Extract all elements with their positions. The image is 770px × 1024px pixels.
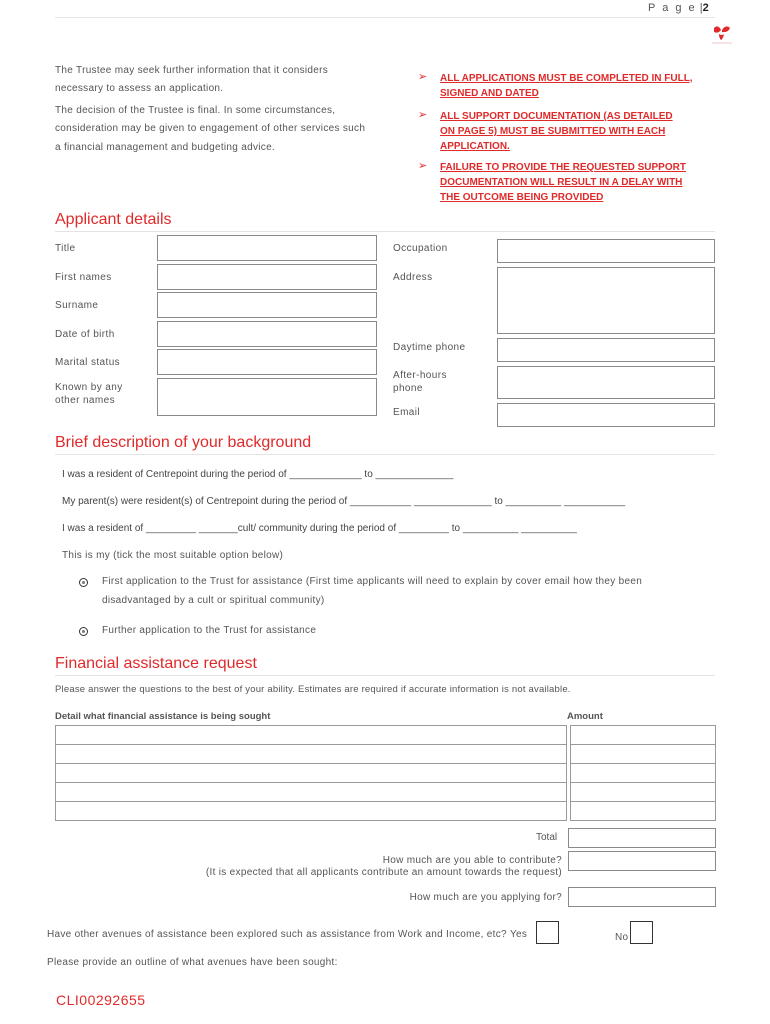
amount-cell[interactable] bbox=[570, 802, 715, 821]
contribute-field[interactable] bbox=[568, 851, 716, 871]
amount-cell[interactable] bbox=[570, 726, 715, 745]
amount-cell[interactable] bbox=[570, 783, 715, 802]
detail-column-header: Detail what financial assistance is being sought bbox=[55, 711, 271, 722]
document-code: CLI00292655 bbox=[56, 992, 146, 1008]
intro-line-2: necessary to assess an application. bbox=[55, 83, 224, 94]
known-by-field[interactable] bbox=[157, 378, 377, 416]
financial-intro: Please answer the questions to the best of your ability. Estimates are required if accurate information is not available. bbox=[55, 684, 571, 695]
known-by-label: Known by any other names bbox=[55, 382, 123, 406]
financial-table bbox=[55, 725, 716, 821]
applying-field[interactable] bbox=[568, 887, 716, 907]
table-row bbox=[56, 726, 716, 745]
address-field[interactable] bbox=[497, 267, 715, 334]
arrow-icon: ➢ bbox=[418, 109, 428, 121]
intro-line-1: The Trustee may seek further information that it considers bbox=[55, 65, 329, 76]
warning-3: FAILURE TO PROVIDE THE REQUESTED SUPPORT DOCUMENTATION WILL RESULT IN A DELAY WITH THE OUTCOME BEING PROVIDED bbox=[440, 162, 686, 203]
yes-label: Yes bbox=[510, 929, 528, 940]
occupation-field[interactable] bbox=[497, 239, 715, 263]
dob-label: Date of birth bbox=[55, 329, 115, 340]
email-label: Email bbox=[393, 407, 421, 418]
email-field[interactable] bbox=[497, 403, 715, 427]
warning-1: ALL APPLICATIONS MUST BE COMPLETED IN FULL, SIGNED AND DATED bbox=[440, 73, 693, 99]
warning-2: ALL SUPPORT DOCUMENTATION (AS DETAILED ON PAGE 5) MUST BE SUBMITTED WITH EACH APPLICATION. bbox=[440, 111, 673, 152]
logo-icon bbox=[708, 22, 736, 51]
marital-label: Marital status bbox=[55, 357, 121, 368]
surname-field[interactable] bbox=[157, 292, 377, 318]
title-field[interactable] bbox=[157, 235, 377, 261]
detail-cell[interactable] bbox=[56, 802, 567, 821]
surname-label: Surname bbox=[55, 300, 99, 311]
address-label: Address bbox=[393, 272, 433, 283]
background-heading: Brief description of your background bbox=[55, 434, 312, 451]
further-application-radio[interactable] bbox=[79, 627, 88, 636]
table-row bbox=[56, 764, 716, 783]
amount-cell[interactable] bbox=[570, 745, 715, 764]
applying-label: How much are you applying for? bbox=[409, 892, 562, 903]
header-rule bbox=[55, 17, 715, 18]
applicant-heading: Applicant details bbox=[55, 211, 172, 228]
option-1-text-a: First application to the Trust for assistance (First time applicants will need to explain by cover email how they been bbox=[102, 576, 643, 587]
first-names-field[interactable] bbox=[157, 264, 377, 290]
daytime-phone-field[interactable] bbox=[497, 338, 715, 362]
intro-line-3: The decision of the Trustee is final. In some circumstances, bbox=[55, 105, 336, 116]
table-row bbox=[56, 802, 716, 821]
table-row bbox=[56, 745, 716, 764]
no-checkbox[interactable] bbox=[630, 921, 653, 944]
detail-cell[interactable] bbox=[56, 764, 567, 783]
financial-heading: Financial assistance request bbox=[55, 655, 257, 672]
background-line-1[interactable]: I was a resident of Centrepoint during the period of _____________ to ______________ bbox=[62, 469, 454, 480]
first-names-label: First names bbox=[55, 272, 112, 283]
title-label: Title bbox=[55, 243, 76, 254]
page-number: 2 bbox=[702, 2, 709, 14]
total-label: Total bbox=[536, 832, 558, 843]
option-1-text-b: disadvantaged by a cult or spiritual community) bbox=[102, 595, 325, 606]
yes-checkbox[interactable] bbox=[536, 921, 559, 944]
first-application-radio[interactable] bbox=[79, 578, 88, 587]
occupation-label: Occupation bbox=[393, 243, 448, 254]
background-rule bbox=[55, 454, 715, 455]
page-number-area: P a g e |2 bbox=[648, 2, 709, 14]
financial-rule bbox=[55, 675, 715, 676]
intro-line-5: a financial management and budgeting advice. bbox=[55, 142, 276, 153]
avenues-question: Have other avenues of assistance been explored such as assistance from Work and Income, etc? bbox=[47, 929, 507, 940]
amount-column-header: Amount bbox=[567, 711, 603, 722]
page-label: P a g e bbox=[648, 2, 697, 14]
dob-field[interactable] bbox=[157, 321, 377, 347]
outline-prompt: Please provide an outline of what avenues have been sought: bbox=[47, 957, 338, 968]
detail-cell[interactable] bbox=[56, 745, 567, 764]
table-row bbox=[56, 783, 716, 802]
arrow-icon: ➢ bbox=[418, 71, 428, 83]
daytime-phone-label: Daytime phone bbox=[393, 342, 466, 353]
background-line-2[interactable]: My parent(s) were resident(s) of Centrepoint during the period of ___________ ______________ to __________ ___________ bbox=[62, 496, 626, 507]
intro-line-4: consideration may be given to engagement of other services such bbox=[55, 123, 366, 134]
detail-cell[interactable] bbox=[56, 783, 567, 802]
after-hours-label: After-hours phone bbox=[393, 370, 447, 394]
amount-cell[interactable] bbox=[570, 764, 715, 783]
marital-field[interactable] bbox=[157, 349, 377, 375]
arrow-icon: ➢ bbox=[418, 160, 428, 172]
background-line-3[interactable]: I was a resident of _________ _______cult/ community during the period of _________ to __________ __________ bbox=[62, 523, 577, 534]
applicant-rule bbox=[55, 231, 715, 232]
no-label: No bbox=[615, 932, 629, 943]
detail-cell[interactable] bbox=[56, 726, 567, 745]
contribute-label: How much are you able to contribute? (It is expected that all applicants contribute an amount towards the request) bbox=[205, 855, 562, 878]
total-field[interactable] bbox=[568, 828, 716, 848]
after-hours-field[interactable] bbox=[497, 366, 715, 399]
background-line-4: This is my (tick the most suitable option below) bbox=[62, 550, 284, 561]
option-2-text: Further application to the Trust for assistance bbox=[102, 625, 317, 636]
